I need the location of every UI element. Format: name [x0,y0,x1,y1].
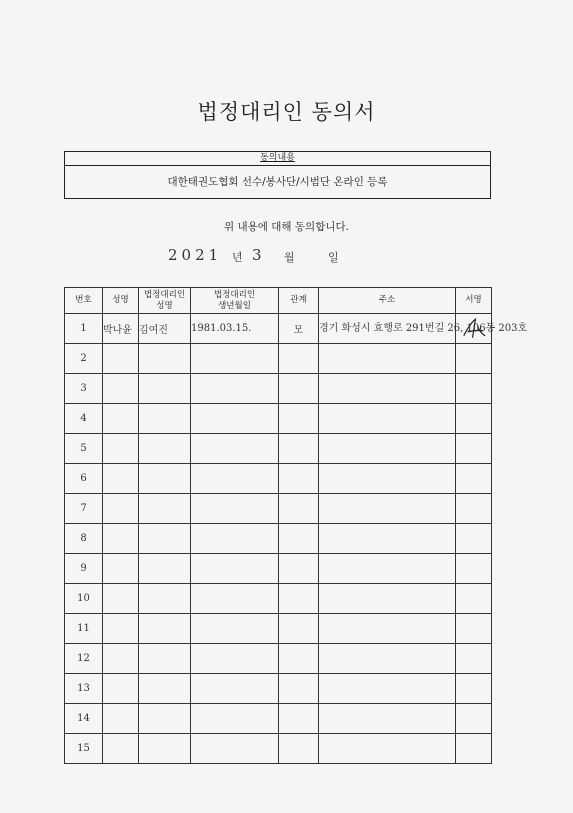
cell-address [319,404,456,434]
table-row [65,644,492,674]
cell-name [103,404,139,434]
cell-name [103,734,139,764]
cell-address: 경기 화성시 효행로 291번길 26, 106동 203호 [319,314,456,344]
column-label: 서명 [465,295,482,305]
cell-guardian-birth [191,374,279,404]
cell-address [319,434,456,464]
cell-relation [279,464,319,494]
cell-guardian-name [139,554,191,584]
row-number: 6 [65,464,103,494]
cell-address [319,524,456,554]
col-header-number [65,288,103,314]
cell-guardian-name: 김여진 [139,314,191,344]
cell-signature [456,584,492,614]
cell-relation [279,614,319,644]
cell-guardian-name [139,464,191,494]
row-number: 1 [65,314,103,344]
cell-name [103,644,139,674]
cell-address [319,734,456,764]
cell-relation [279,524,319,554]
date-month: 3 [252,246,266,264]
table-row [65,584,492,614]
column-label: 법정대리인 [143,289,186,300]
cell-relation [279,344,319,374]
cell-signature [456,614,492,644]
table-row [65,614,492,644]
cell-guardian-birth [191,704,279,734]
col-header-signature [456,288,492,314]
cell-signature [456,374,492,404]
cell-guardian-birth [191,344,279,374]
cell-guardian-birth [191,584,279,614]
cell-guardian-name [139,704,191,734]
table-row [65,674,492,704]
row-number: 2 [65,344,103,374]
cell-signature [456,344,492,374]
row-number: 12 [65,644,103,674]
table-row [65,554,492,584]
cell-address [319,464,456,494]
cell-guardian-birth [191,614,279,644]
table-row [65,344,492,374]
cell-name [103,344,139,374]
cell-relation [279,554,319,584]
cell-guardian-name [139,434,191,464]
cell-address [319,374,456,404]
cell-guardian-birth [191,494,279,524]
table-row [65,314,492,344]
cell-guardian-birth [191,434,279,464]
cell-relation: 모 [279,314,319,344]
cell-name [103,494,139,524]
agree-statement: 위 내용에 대해 동의합니다. [224,221,349,233]
table-row [65,734,492,764]
table-row [65,524,492,554]
date-day-label: 일 [328,251,339,264]
cell-guardian-name [139,614,191,644]
col-header-name [103,288,139,314]
column-label: 법정대리인 [213,289,256,300]
row-number: 4 [65,404,103,434]
row-number: 7 [65,494,103,524]
cell-relation [279,674,319,704]
cell-guardian-birth [191,554,279,584]
cell-relation [279,404,319,434]
cell-signature [456,434,492,464]
cell-address [319,554,456,584]
cell-name [103,374,139,404]
cell-name [103,614,139,644]
table-row [65,404,492,434]
cell-guardian-name [139,584,191,614]
cell-name [103,704,139,734]
column-label: 성명 [156,300,173,311]
cell-address [319,584,456,614]
cell-guardian-birth: 1981.03.15. [191,314,279,344]
consent-header: 동의내용 [65,152,490,166]
cell-signature [456,554,492,584]
cell-address [319,344,456,374]
table-row [65,704,492,734]
cell-signature [456,674,492,704]
row-number: 5 [65,434,103,464]
cell-guardian-name [139,674,191,704]
cell-name [103,674,139,704]
cell-signature [456,464,492,494]
cell-guardian-name [139,524,191,554]
row-number: 14 [65,704,103,734]
row-number: 13 [65,674,103,704]
row-number: 8 [65,524,103,554]
column-label: 생년월일 [218,300,251,311]
cell-name [103,434,139,464]
row-number: 10 [65,584,103,614]
cell-address [319,644,456,674]
row-number: 3 [65,374,103,404]
row-number: 15 [65,734,103,764]
col-header-relation [279,288,319,314]
cell-relation [279,704,319,734]
cell-signature [456,524,492,554]
date-year: 2021 [168,246,223,264]
cell-guardian-name [139,644,191,674]
cell-relation [279,374,319,404]
cell-guardian-name [139,374,191,404]
col-header-guardian-name [139,288,191,314]
cell-relation [279,494,319,524]
column-label: 번호 [75,295,92,305]
date-year-label: 년 [232,251,243,264]
cell-guardian-birth [191,404,279,434]
cell-name [103,524,139,554]
guardian-table [64,287,528,764]
cell-guardian-birth [191,674,279,704]
cell-guardian-name [139,734,191,764]
consent-body: 대한태권도협회 선수/봉사단/시범단 온라인 등록 [167,176,388,188]
table-header-row [65,288,492,314]
table-row [65,434,492,464]
col-header-address [319,288,456,314]
row-number: 11 [65,614,103,644]
col-header-guardian-birth [191,288,279,314]
cell-guardian-name [139,404,191,434]
cell-address [319,614,456,644]
column-label: 성명 [112,295,129,305]
cell-address [319,674,456,704]
cell-guardian-name [139,494,191,524]
column-label: 관계 [290,295,307,305]
cell-signature [456,494,492,524]
cell-guardian-birth [191,524,279,554]
consent-box [64,151,491,199]
cell-guardian-birth [191,644,279,674]
cell-name [103,464,139,494]
cell-signature [456,734,492,764]
page-title: 법정대리인 동의서 [197,100,376,124]
cell-name [103,584,139,614]
cell-relation [279,434,319,464]
table-row [65,494,492,524]
table-row [65,464,492,494]
cell-guardian-birth [191,464,279,494]
cell-relation [279,734,319,764]
cell-guardian-birth [191,734,279,764]
row-number: 9 [65,554,103,584]
cell-guardian-name [139,344,191,374]
cell-signature [456,704,492,734]
cell-signature [456,644,492,674]
cell-address [319,704,456,734]
cell-relation [279,584,319,614]
date-month-label: 월 [284,251,295,264]
cell-address [319,494,456,524]
table-row [65,374,492,404]
cell-name [103,554,139,584]
column-label: 주소 [378,295,396,305]
cell-name: 박나윤 [103,314,139,344]
cell-signature [456,404,492,434]
cell-relation [279,644,319,674]
